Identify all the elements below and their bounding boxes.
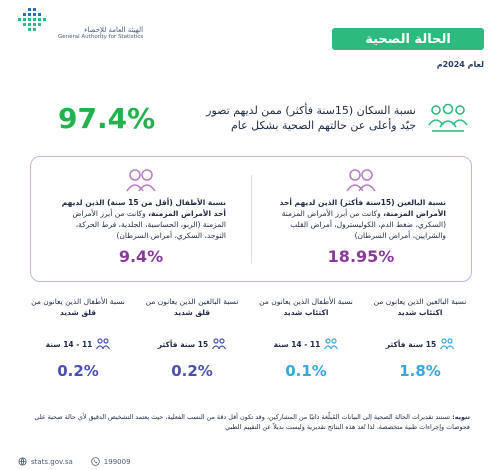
stat-age: 15 سنة فأكثر bbox=[157, 339, 209, 349]
globe-icon bbox=[18, 457, 27, 466]
age-group-icon bbox=[212, 338, 226, 350]
disclaimer-note bbox=[22, 412, 470, 432]
footer bbox=[18, 457, 131, 466]
adults-chronic bbox=[251, 157, 471, 281]
stat-children-anxiety bbox=[28, 296, 128, 396]
adults-chronic-bold: نسبة البالغين (15سنة فأكثر) الذين لديهم أحد الأمراض المزمنة، bbox=[279, 198, 446, 218]
column-divider bbox=[251, 175, 252, 263]
children-chronic-rest: وكانت من أبرز الأمراض المزمنة (الربو، الحساسية، الجلدية، فرط الحركة، التوحد، السكري، أمراض السرطان) bbox=[72, 209, 226, 240]
website-text: stats.gov.sa bbox=[31, 457, 73, 466]
stat-label-bold: اكتئاب شديد bbox=[283, 308, 329, 317]
org-name-en: General Authority for Statistics bbox=[58, 34, 144, 40]
phone-link[interactable] bbox=[91, 457, 131, 466]
children-chronic bbox=[31, 157, 251, 281]
children-chronic-bold: نسبة الأطفال (أقل من 15 سنة) الذين لديهم أحد الأمراض المزمنة، bbox=[61, 198, 226, 218]
stat-label: نسبة البالغين الذين يعانون من bbox=[373, 297, 467, 306]
stat-label-bold: قلق شديد bbox=[173, 308, 211, 317]
page-title: الحالة الصحية bbox=[332, 28, 484, 50]
headline-row bbox=[58, 96, 470, 140]
people-group-icon bbox=[426, 101, 470, 135]
stat-label-bold: قلق شديد bbox=[59, 308, 97, 317]
stat-children-depression bbox=[256, 296, 356, 396]
adults-chronic-text bbox=[276, 197, 446, 241]
report-year: لعام 2024م bbox=[436, 60, 484, 69]
stat-label: نسبة البالغين الذين يعانون من bbox=[145, 297, 239, 306]
note-text: تستند تقديرات الحالة الصحية إلى البيانات المُبلّغة ذاتيًا من المشاركين، وقد تكون أقل دقة من النسب الفعلية، حيث يعتمد التشخيص الدقيق لأي حالة صحية على فحوصات وإجراءات طبية متخصصة، لذا تُعد هذه النتائج تقديرية وليست بديلاً عن التقييم الطبي bbox=[34, 413, 470, 431]
adults-chronic-rest: وكانت من أبرز الأمراض المزمنة (السكري، ضغط الدم، الكوليسترول، أمراض القلب والشرايين، أمراض السرطان) bbox=[281, 209, 446, 240]
children-family-icon bbox=[124, 167, 158, 193]
stat-age: 11 - 14 سنة bbox=[45, 339, 93, 349]
stat-value: 1.8% bbox=[399, 362, 441, 380]
mental-health-stats bbox=[30, 296, 470, 396]
stat-adults-anxiety bbox=[142, 296, 242, 396]
stat-value: 0.1% bbox=[285, 362, 327, 380]
gastat-logo-icon bbox=[14, 6, 52, 36]
stat-label-bold: اكتئاب شديد bbox=[397, 308, 443, 317]
children-chronic-value: 9.4% bbox=[118, 247, 164, 266]
stat-age: 11 - 14 سنة bbox=[273, 339, 321, 349]
age-group-icon bbox=[440, 338, 454, 350]
stat-value: 0.2% bbox=[57, 362, 99, 380]
note-label: تنويه: bbox=[452, 413, 470, 421]
chronic-disease-box bbox=[30, 156, 472, 282]
phone-icon bbox=[91, 457, 100, 466]
stat-value: 0.2% bbox=[171, 362, 213, 380]
stat-adults-depression bbox=[370, 296, 470, 396]
org-name-ar: الهيئة العامة للإحصاء bbox=[84, 26, 144, 34]
website-link[interactable] bbox=[18, 457, 73, 466]
adults-family-icon bbox=[344, 167, 378, 193]
headline-text: نسبة السكان (15سنة فأكثر) ممن لديهم تصور جيّد وأعلى عن حالتهم الصحية بشكل عام bbox=[206, 104, 416, 132]
headline-value: 97.4% bbox=[58, 101, 156, 135]
children-chronic-text bbox=[56, 197, 226, 241]
age-group-icon bbox=[96, 338, 110, 350]
stat-label: نسبة الأطفال الذين يعانون من bbox=[259, 297, 353, 306]
phone-text: 199009 bbox=[103, 457, 131, 466]
age-group-icon bbox=[324, 338, 338, 350]
stat-age: 15 سنة فأكثر bbox=[385, 339, 437, 349]
stat-label: نسبة الأطفال الذين يعانون من bbox=[31, 297, 125, 306]
adults-chronic-value: 18.95% bbox=[327, 247, 395, 266]
gastat-logo[interactable] bbox=[14, 6, 164, 52]
